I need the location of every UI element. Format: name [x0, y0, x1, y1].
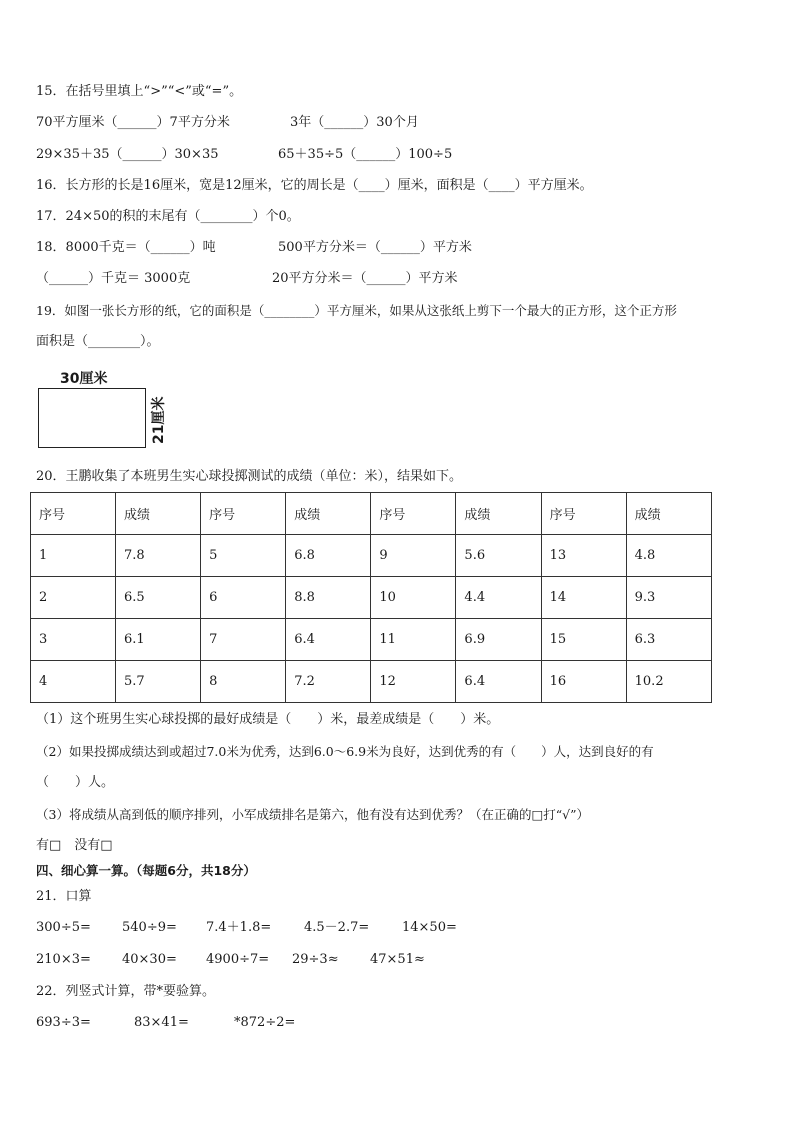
table-header-cell: 成绩 — [626, 493, 711, 535]
q22-title: 22．列竖式计算，带*要验算。 — [36, 984, 216, 999]
q21-item: 4900÷7= — [206, 952, 270, 967]
table-cell: 10.2 — [626, 661, 711, 703]
q20-sub-2-line-1: （2）如果投掷成绩达到或超过7.0米为优秀，达到6.0～6.9米为良好，达到优秀的有（ ）人，达到良好的有 — [36, 744, 654, 759]
table-cell: 1 — [31, 535, 116, 577]
table-header-cell: 成绩 — [116, 493, 201, 535]
table-cell: 6.3 — [626, 619, 711, 661]
table-cell: 8 — [201, 661, 286, 703]
table-header-cell: 序号 — [31, 493, 116, 535]
table-row — [31, 619, 712, 661]
table-cell: 5.6 — [456, 535, 541, 577]
table-cell: 3 — [31, 619, 116, 661]
q18-item-2: 500平方分米＝（______）平方米 — [278, 240, 472, 255]
q21-item: 300÷5= — [36, 920, 91, 935]
table-cell: 9 — [371, 535, 456, 577]
table-cell: 2 — [31, 577, 116, 619]
q16-text: 16．长方形的长是16厘米，宽是12厘米，它的周长是（____）厘米，面积是（____）平方厘米。 — [36, 178, 593, 193]
q22-item: 693÷3= — [36, 1015, 91, 1030]
q21-item: 7.4＋1.8= — [206, 920, 272, 935]
q19-line-2: 面积是（________）。 — [36, 334, 160, 349]
table-header-cell: 序号 — [371, 493, 456, 535]
table-cell: 7.2 — [286, 661, 371, 703]
table-cell: 5.7 — [116, 661, 201, 703]
q15-item-1: 70平方厘米（______）7平方分米 — [36, 115, 230, 130]
table-cell: 13 — [541, 535, 626, 577]
figure-width-label: 30厘米 — [60, 371, 108, 387]
q18-item-3: （______）千克＝ 3000克 — [36, 271, 191, 286]
q21-item: 210×3= — [36, 952, 91, 967]
table-cell: 6.9 — [456, 619, 541, 661]
q21-item: 47×51≈ — [370, 952, 425, 967]
table-row — [31, 661, 712, 703]
q15-item-4: 65＋35÷5（______）100÷5 — [278, 147, 453, 162]
table-cell: 7.8 — [116, 535, 201, 577]
q19-line-1: 19．如图一张长方形的纸，它的面积是（________）平方厘米，如果从这张纸上剪下一个最大的正方形，这个正方形 — [36, 303, 677, 318]
q15-item-3: 29×35＋35（______）30×35 — [36, 147, 219, 162]
figure-height-label: 21厘米 — [151, 396, 167, 444]
table-cell: 4.4 — [456, 577, 541, 619]
table-cell: 11 — [371, 619, 456, 661]
table-cell: 5 — [201, 535, 286, 577]
q21-item: 40×30= — [122, 952, 177, 967]
table-row — [31, 535, 712, 577]
table-header-cell: 成绩 — [456, 493, 541, 535]
q18-item-1: 18．8000千克＝（______）吨 — [36, 240, 216, 255]
q17-text: 17．24×50的积的末尾有（________）个0。 — [36, 209, 300, 224]
table-cell: 4.8 — [626, 535, 711, 577]
table-cell: 8.8 — [286, 577, 371, 619]
q21-item: 4.5－2.7= — [304, 920, 370, 935]
table-cell: 6.5 — [116, 577, 201, 619]
q21-item: 540÷9= — [122, 920, 177, 935]
table-header-cell: 序号 — [541, 493, 626, 535]
q20-sub-2-line-2: （ ）人。 — [36, 775, 115, 790]
table-cell: 9.3 — [626, 577, 711, 619]
table-cell: 10 — [371, 577, 456, 619]
table-header-cell: 序号 — [201, 493, 286, 535]
table-cell: 14 — [541, 577, 626, 619]
q15-item-2: 3年（______）30个月 — [290, 115, 419, 130]
table-cell: 15 — [541, 619, 626, 661]
q15-title: 15．在括号里填上“>”“<”或“=”。 — [36, 84, 243, 99]
table-cell: 12 — [371, 661, 456, 703]
q21-title: 21．口算 — [36, 889, 92, 904]
q20-options[interactable]: 有□ 没有□ — [36, 838, 113, 853]
table-cell: 6.4 — [286, 619, 371, 661]
rectangle-figure — [38, 368, 178, 452]
q22-item: *872÷2= — [234, 1015, 296, 1030]
q20-sub-3: （3）将成绩从高到低的顺序排列，小军成绩排名是第六，他有没有达到优秀？（在正确的□打“√”） — [36, 807, 590, 822]
q21-item: 14×50= — [402, 920, 457, 935]
table-header-cell: 成绩 — [286, 493, 371, 535]
scores-table — [30, 492, 712, 703]
table-cell: 6.1 — [116, 619, 201, 661]
section-4-title: 四、细心算一算。（每题6分，共18分） — [36, 863, 256, 878]
q22-item: 83×41= — [134, 1015, 189, 1030]
q20-sub-1: （1）这个班男生实心球投掷的最好成绩是（ ）米，最差成绩是（ ）米。 — [36, 712, 500, 727]
table-header-row — [31, 493, 712, 535]
q21-item: 29÷3≈ — [292, 952, 339, 967]
table-cell: 6.8 — [286, 535, 371, 577]
table-row — [31, 577, 712, 619]
table-cell: 4 — [31, 661, 116, 703]
table-cell: 16 — [541, 661, 626, 703]
rectangle-shape — [38, 388, 146, 448]
table-cell: 6 — [201, 577, 286, 619]
table-cell: 7 — [201, 619, 286, 661]
table-cell: 6.4 — [456, 661, 541, 703]
q18-item-4: 20平方分米＝（______）平方米 — [272, 271, 458, 286]
q20-title: 20．王鹏收集了本班男生实心球投掷测试的成绩（单位：米），结果如下。 — [36, 469, 463, 484]
